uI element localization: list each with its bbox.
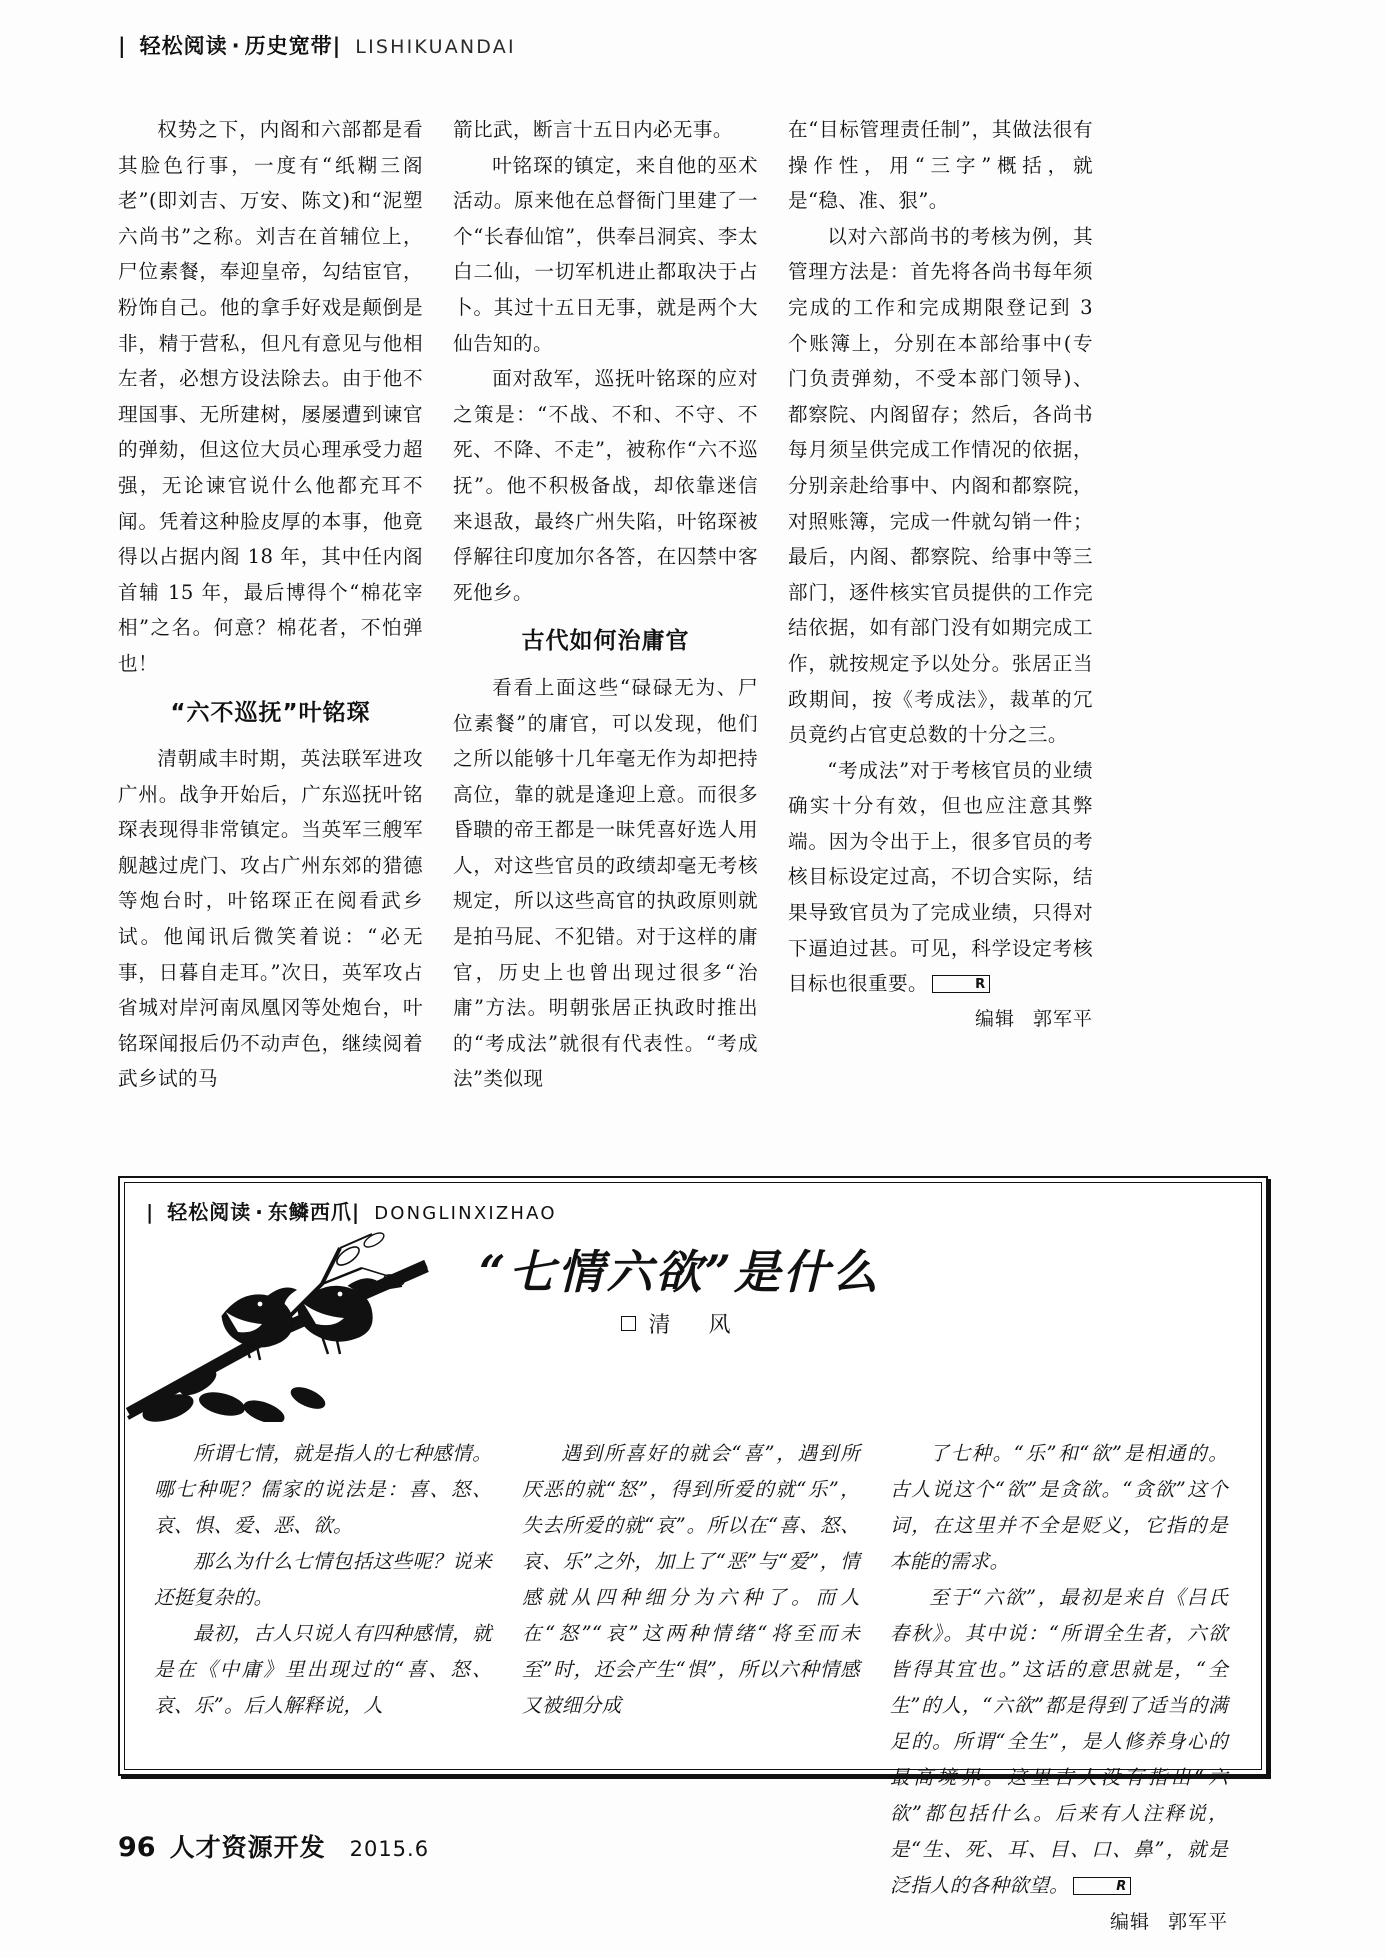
paragraph-text: 至于“六欲”，最初是来自《吕氏春秋》。其中说：“所谓全生者，六欲皆得其宜也。”这话的意思就是，“全生”的人，“六欲”都是得到了适当的满足的。所谓“全生”，是人修养身心的最高境界。这里古人没有指出“六欲”都包括什么。后来有人注释说，是“生、死、耳、目、口、鼻”，就是泛指人的各种欲望。 — [890, 1586, 1228, 1897]
paragraph: 了七种。“乐”和“欲”是相通的。古人说这个“欲”是贪欲。“贪欲”这个词，在这里并不全是贬义，它指的是本能的需求。 — [890, 1442, 1228, 1573]
article2-column-2 — [522, 1436, 860, 1940]
page-number: 96 — [118, 1832, 156, 1863]
running-head-brand: 轻松阅读 — [139, 34, 228, 58]
editor-name: 郭军平 — [1032, 1007, 1093, 1030]
article-history-broadband — [118, 112, 1268, 1091]
article2-title: “七情六欲”是什么 — [479, 1245, 881, 1299]
paragraph-text: “考成法”对于考核官员的业绩确实十分有效，但也应注意其弊端。因为令出于上，很多官员的考核目标设定过高，不切合实际，结果导致官员为了完成业绩，只得对下逼迫过甚。可见，科学设定考核目标也很重要。 — [788, 758, 1093, 996]
paragraph: 清朝咸丰时期，英法联军进攻广州。战争开始后，广东巡抚叶铭琛表现得非常镇定。当英军三艘军舰越过虎门、攻占广州东郊的猎德等炮台时，叶铭琛正在阅看武乡试。他闻讯后微笑着说：“必无事，日暮自走耳。”次日，英军攻占省城对岸河南凤凰冈等处炮台，叶铭琛闻报后仍不动声色，继续阅着武乡试的马 — [118, 747, 423, 1091]
editor-credit — [788, 1002, 1093, 1038]
paragraph: 看看上面这些“碌碌无为、尸位素餐”的庸官，可以发现，他们之所以能够十几年毫无作为却把持高位，靠的就是逢迎上意。而很多昏聩的帝王都是一昧凭喜好选人用人，对这些官员的政绩却毫无考核规定，所以这些高官的执政原则就是拍马屁、不犯错。对于这样的庸官，历史上也曾出现过很多“治庸”方法。明朝张居正执政时推出的“考成法”就很有代表性。“考成法”类似现 — [453, 675, 758, 1091]
running-head — [118, 30, 516, 60]
section-heading-liubuxunfu: “六不巡抚”叶铭琛 — [170, 699, 371, 726]
running-head-2-separator: · — [255, 1200, 264, 1224]
paragraph: 遇到所喜好的就会“喜”，遇到所厌恶的就“怒”，得到所爱的就“乐”，失去所爱的就“哀”。所以在“喜、怒、哀、乐”之外，加上了“恶”与“爱”，情感就从四种细分为六种了。而人在“怒”“哀”这两种情绪“将至而未至”时，还会产生“惧”，所以六种情感又被细分成 — [522, 1442, 860, 1717]
paragraph: 那么为什么七情包括这些呢？说来还挺复杂的。 — [154, 1550, 492, 1609]
running-head-2-brand: 轻松阅读 — [167, 1200, 252, 1224]
running-head-section: 历史宽带 — [244, 34, 333, 58]
section-heading-gudai-zhiyongguan: 古代如何治庸官 — [521, 628, 690, 655]
running-head-2-section: 东鳞西爪 — [267, 1200, 352, 1224]
paragraph: 最初，古人只说人有四种感情，就是在《中庸》里出现过的“喜、怒、哀、乐”。后人解释说，人 — [154, 1622, 492, 1717]
byline-author: 清 风 — [648, 1313, 739, 1338]
article2-byline — [370, 1308, 990, 1339]
paragraph: 在“目标管理责任制”，其做法很有操作性，用“三字”概括，就是“稳、准、狠”。 — [788, 118, 1093, 213]
running-head-2-bar-right: | — [351, 1200, 361, 1224]
registered-mark-icon: R — [1073, 1877, 1131, 1895]
editor-label: 编辑 — [974, 1007, 1015, 1030]
magazine-name: 人才资源开发 — [169, 1833, 326, 1862]
article1-column-1 — [118, 112, 423, 1091]
paragraph: 权势之下，内阁和六部都是看其脸色行事，一度有“纸糊三阁老”(即刘吉、万安、陈文)和“泥塑六尚书”之称。刘吉在首辅位上，尸位素餐，奉迎皇帝，勾结宦官，粉饰自己。他的拿手好戏是颠倒是非，精于营私，但凡有意见与他相左者，必想方设法除去。由于他不理国事、无所建树，屡屡遭到谏官的弹劾，但这位大员心理承受力超强，无论谏官说什么他都充耳不闻。凭着这种脸皮厚的本事，他竟得以占据内阁 18 年，其中任内阁首辅 15 年，最后博得个“棉花宰相”之名。何意？棉花者，不怕弹也！ — [118, 118, 423, 675]
page-folio — [118, 1828, 429, 1864]
running-head-2-bar-left: | — [146, 1200, 154, 1224]
issue-date: 2015.6 — [349, 1837, 430, 1861]
paragraph: 所谓七情，就是指人的七种感情。哪七种呢？儒家的说法是：喜、怒、哀、惧、爱、恶、欲。 — [154, 1442, 492, 1537]
article2-column-1 — [154, 1436, 492, 1940]
running-head-2-chinese — [167, 1196, 360, 1225]
paragraph: 箭比武，断言十五日内必无事。 — [453, 118, 733, 141]
article1-column-3 — [788, 112, 1093, 1030]
article1-column-2 — [453, 112, 758, 1091]
byline-square-icon — [621, 1316, 636, 1331]
paragraph — [788, 753, 1093, 1002]
running-head-2 — [146, 1196, 557, 1225]
paragraph — [890, 1580, 1228, 1904]
editor-credit — [890, 1904, 1228, 1940]
paragraph: 叶铭琛的镇定，来自他的巫术活动。原来他在总督衙门里建了一个“长春仙馆”，供奉吕洞宾、李太白二仙，一切军机进止都取决于占卜。其过十五日无事，就是两个大仙告知的。 — [453, 153, 758, 355]
paragraph: 面对敌军，巡抚叶铭琛的应对之策是：“不战、不和、不守、不死、不降、不走”，被称作“六不巡抚”。他不积极备战，却依靠迷信来退敌，最终广州失陷，叶铭琛被俘解往印度加尔各答，在囚禁中客死他乡。 — [453, 367, 758, 604]
running-head-bar-right: | — [332, 34, 342, 58]
editor-name: 郭军平 — [1167, 1911, 1228, 1933]
registered-mark-icon: R — [932, 975, 990, 993]
article2-columns — [154, 1436, 1236, 1940]
paragraph: 以对六部尚书的考核为例，其管理方法是：首先将各尚书每年须完成的工作和完成期限登记到 3 个账簿上，分别在本部给事中(专门负责弹劾，不受本部门领导)、都察院、内阁留存；然后，各尚书每月须呈供完成工作情况的依据，分别亲赴给事中、内阁和都察院，对照账簿，完成一件就勾销一件；最后，内阁、都察院、给事中等三部门，逐件核实官员提供的工作完结依据，如有部门没有如期完成工作，就按规定予以处分。张居正当政期间，按《考成法》，裁革的冗员竟约占官吏总数的十分之三。 — [788, 224, 1093, 747]
running-head-chinese — [140, 30, 342, 60]
running-head-pinyin: LISHIKUANDAI — [355, 36, 516, 58]
editor-label: 编辑 — [1109, 1911, 1150, 1933]
article2-column-3 — [890, 1436, 1228, 1940]
running-head-bar-left: | — [118, 33, 126, 58]
running-head-2-pinyin: DONGLINXIZHAO — [374, 1203, 557, 1224]
running-head-separator: · — [231, 34, 241, 58]
